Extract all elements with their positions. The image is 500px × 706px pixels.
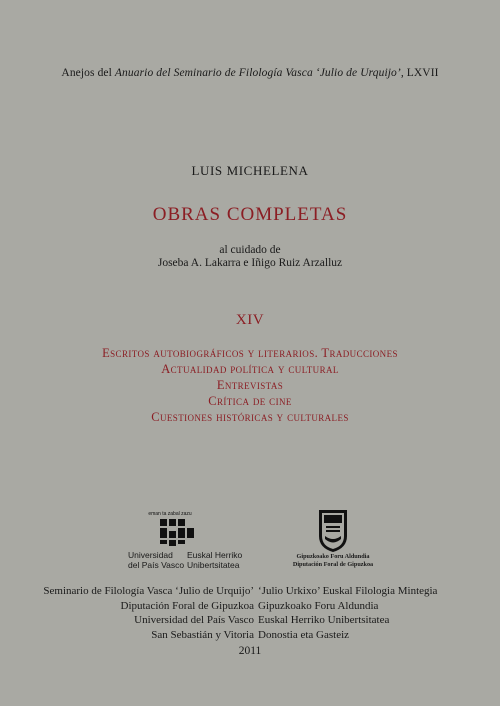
upv-name-eu: Euskal Herriko Unibertsitatea xyxy=(187,550,243,570)
contents-item: Escritos autobiográficos y literarios. Traducciones xyxy=(102,346,398,360)
contents-item: Actualidad política y cultural xyxy=(161,362,339,376)
editor-intro: al cuidado de xyxy=(219,244,281,256)
contents-item: Entrevistas xyxy=(216,378,284,392)
upv-name-es: Universidad del País Vasco xyxy=(128,550,185,570)
book-title: OBRAS COMPLETAS xyxy=(152,204,348,225)
series-prefix: Anejos del xyxy=(61,67,115,79)
series-line xyxy=(0,67,500,79)
institution-line: Euskal Herriko Unibertsitatea xyxy=(258,614,390,626)
upv-tag: eman ta zabal zazu xyxy=(148,511,192,517)
author: LUIS MICHELENA xyxy=(191,163,309,178)
contents-list xyxy=(0,345,500,425)
institutions-spanish xyxy=(43,584,254,642)
series-journal: Anuario del Seminario de Filología Vasca ‘Julio de Urquijo’, xyxy=(114,67,404,79)
institution-line: Universidad del País Vasco xyxy=(134,614,254,626)
institution-line: Donostia eta Gasteiz xyxy=(258,628,350,641)
series-number: LXVII xyxy=(403,67,439,79)
volume-number: XIV xyxy=(235,312,265,328)
institution-line: San Sebastián y Vitoria xyxy=(151,628,254,641)
institution-line: ‘Julio Urkixo’ Euskal Filologia Mintegia xyxy=(258,585,438,597)
institution-line: Seminario de Filología Vasca ‘Julio de Urquijo’ xyxy=(43,585,254,597)
institutions-basque xyxy=(258,584,437,642)
editor-names: Joseba A. Lakarra e Iñigo Ruiz Arzalluz xyxy=(157,257,343,269)
publication-year: 2011 xyxy=(238,645,262,657)
institution-line: Diputación Foral de Gipuzkoa xyxy=(120,599,254,612)
institution-line: Gipuzkoako Foru Aldundia xyxy=(258,599,379,612)
gipuzkoa-name: Gipuzkoako Foru Aldundia Diputación Foral de Gipuzkoa xyxy=(292,553,374,568)
contents-item: Cuestiones históricas y culturales xyxy=(151,410,349,424)
contents-item: Crítica de cine xyxy=(208,394,292,408)
